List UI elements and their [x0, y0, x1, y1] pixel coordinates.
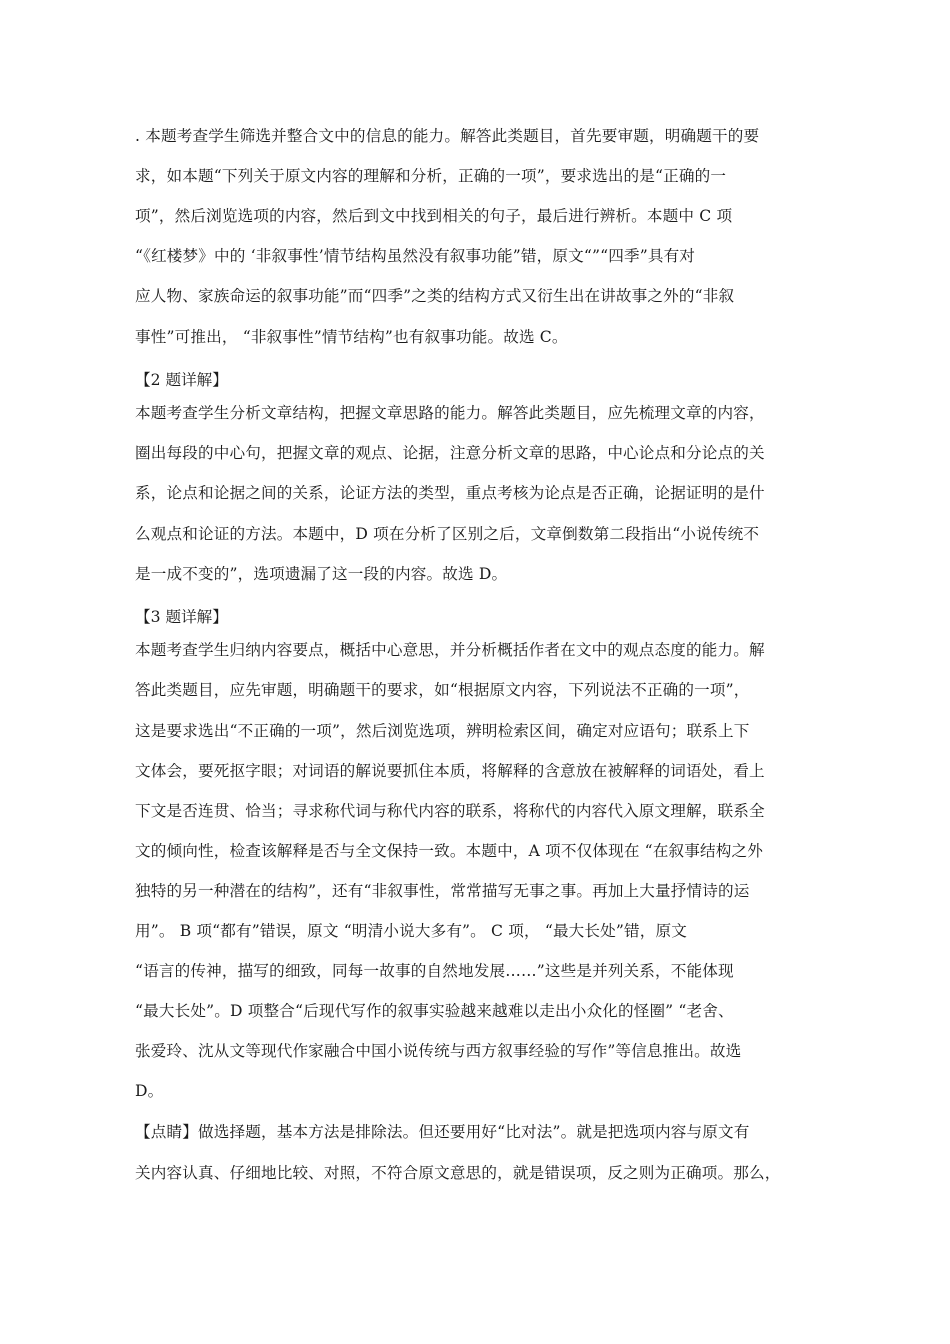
paragraph-line: 求，如本题“下列关于原文内容的理解和分析，正确的一项”，要求选出的是“正确的一 — [135, 167, 727, 185]
paragraph-line: “语言的传神，描写的细致，同每一故事的自然地发展……”这些是并列关系，不能体现 — [135, 962, 734, 980]
paragraph-line: 这是要求选出“不正确的一项”，然后浏览选项，辨明检索区间，确定对应语句；联系上下 — [135, 722, 750, 740]
paragraph-line: 张爱玲、沈从文等现代作家融合中国小说传统与西方叙事经验的写作”等信息推出。故选 — [135, 1042, 742, 1060]
paragraph-line: 关内容认真、仔细地比较、对照，不符合原文意思的，就是错误项，反之则为正确项。那么， — [135, 1164, 781, 1182]
paragraph-line: 用”。 B 项“都有”错误，原文 “明清小说大多有”。 C 项， “最大长处”错，原文 — [135, 922, 688, 940]
paragraph-line: 下文是否连贯、恰当；寻求称代词与称代内容的联系，将称代的内容代入原文理解，联系全 — [135, 802, 765, 820]
paragraph-line: . 本题考查学生筛选并整合文中的信息的能力。解答此类题目，首先要审题，明确题干的要 — [135, 127, 760, 145]
section-heading-dianjing: 【点睛】 — [135, 1123, 198, 1141]
paragraph-line: 文的倾向性，检查该解释是否与全文保持一致。本题中，A 项不仅体现在 “在叙事结构之外 — [135, 842, 764, 860]
paragraph-line: “《红楼梦》中的 ‘非叙事性’情节结构虽然没有叙事功能”错，原文“”“四季”具有对 — [135, 247, 696, 265]
section-heading-3: 【3 题详解】 — [135, 608, 228, 626]
paragraph-line: 么观点和论证的方法。本题中，D 项在分析了区别之后，文章倒数第二段指出“小说传统不 — [135, 525, 760, 543]
paragraph-line: 独特的另一种潜在的结构”，还有“非叙事性，常常描写无事之事。再加上大量抒情诗的运 — [135, 882, 750, 900]
paragraph-line-with-heading — [135, 1122, 825, 1142]
paragraph-line: “最大长处”。D 项整合“后现代写作的叙事实验越来越难以走出小众化的怪圈” “老舍、 — [135, 1002, 734, 1020]
paragraph-line: 是一成不变的”，选项遗漏了这一段的内容。故选 D。 — [135, 565, 508, 583]
paragraph-line: 本题考查学生分析文章结构，把握文章思路的能力。解答此类题目，应先梳理文章的内容， — [135, 404, 765, 422]
paragraph-line: 文体会，要死抠字眼；对词语的解说要抓住本质，将解释的含意放在被解释的词语处，看上 — [135, 762, 765, 780]
paragraph-text: 做选择题，基本方法是排除法。但还要用好“比对法”。就是把选项内容与原文有 — [197, 1123, 750, 1141]
paragraph-line: 系，论点和论据之间的关系，论证方法的类型，重点考核为论点是否正确，论据证明的是什 — [135, 484, 765, 502]
paragraph-line: 项”，然后浏览选项的内容，然后到文中找到相关的句子，最后进行辨析。本题中 C 项 — [135, 207, 733, 225]
paragraph-line: D。 — [135, 1082, 164, 1100]
paragraph-line: 应人物、家族命运的叙事功能”而“四季”之类的结构方式又衍生出在讲故事之外的“非叙 — [135, 287, 735, 305]
section-heading-2: 【2 题详解】 — [135, 371, 228, 389]
paragraph-line: 圈出每段的中心句，把握文章的观点、论据，注意分析文章的思路，中心论点和分论点的关 — [135, 444, 765, 462]
paragraph-line: 本题考查学生归纳内容要点，概括中心意思，并分析概括作者在文中的观点态度的能力。解 — [135, 641, 765, 659]
paragraph-line: 答此类题目，应先审题，明确题干的要求，如“根据原文内容，下列说法不正确的一项”， — [135, 681, 750, 699]
paragraph-line: 事性”可推出， “非叙事性”情节结构”也有叙事功能。故选 C。 — [135, 328, 568, 346]
